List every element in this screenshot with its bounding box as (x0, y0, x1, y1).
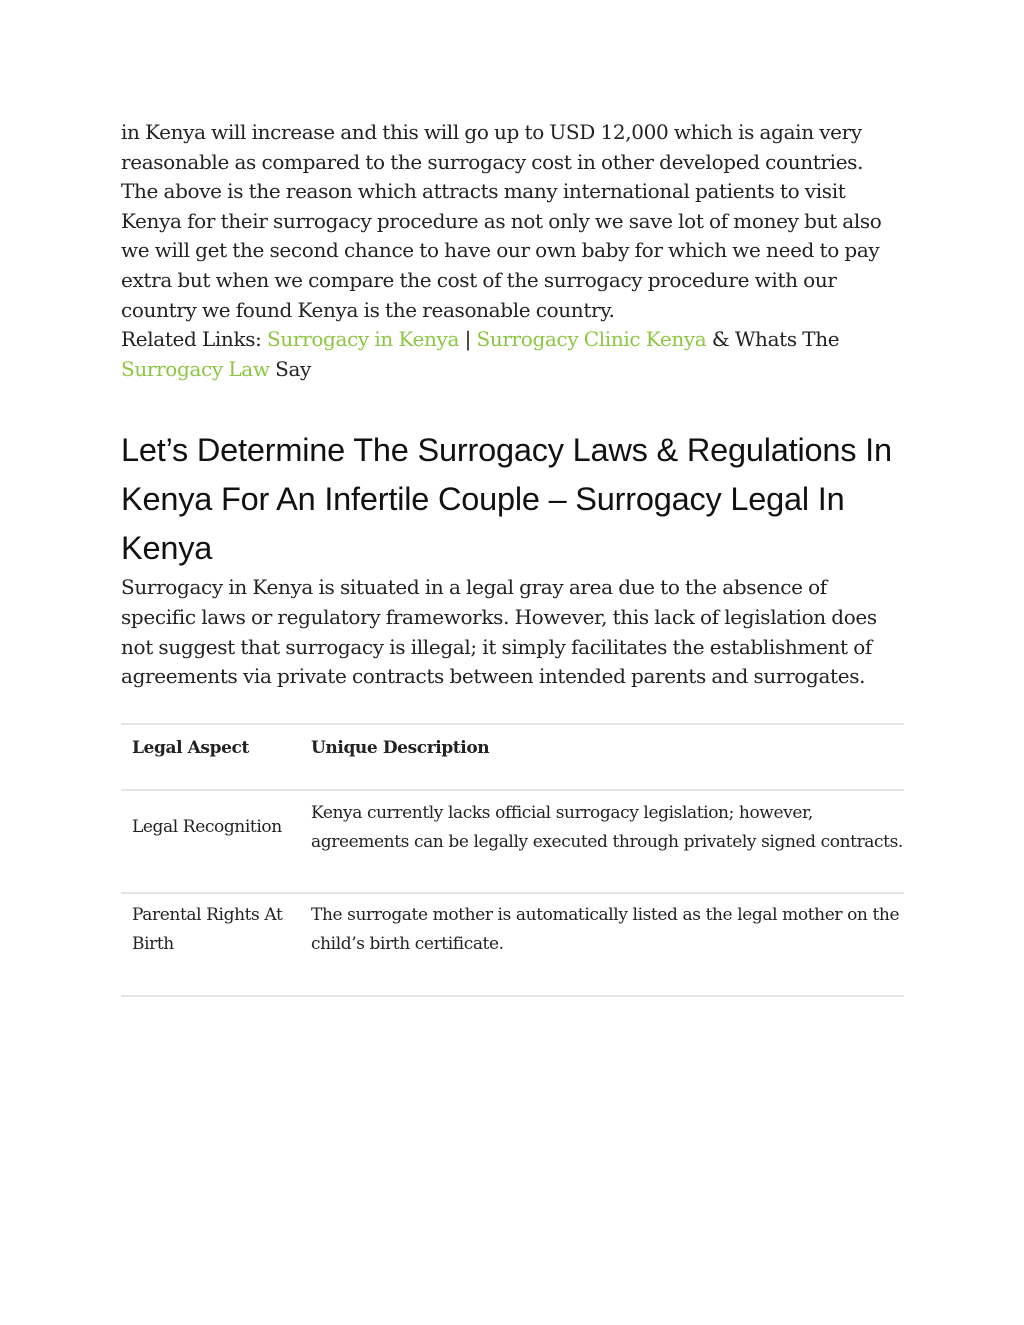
table-cell-aspect: Parental Rights At Birth (121, 893, 311, 996)
table-row (121, 893, 904, 996)
table-cell-description: Kenya currently lacks official surrogacy legislation; however, agreements can be legally executed through privately signed contracts. (311, 790, 904, 893)
intro-paragraph: Surrogacy in Kenya is situated in a legal gray area due to the absence of specific laws or regulatory frameworks. However, this lack of legislation does not suggest that surrogacy is illegal; it simply facilitates the establishment of agreements via private contracts between intended parents and surrogates. (121, 575, 877, 689)
article-body (121, 118, 904, 997)
table-header-legal-aspect: Legal Aspect (121, 724, 311, 790)
related-links-suffix: Say (269, 356, 311, 381)
related-links-separator: | (459, 327, 477, 352)
link-surrogacy-in-kenya[interactable]: Surrogacy in Kenya (267, 327, 460, 352)
table-cell-description: The surrogate mother is automatically listed as the legal mother on the child’s birth certificate. (311, 893, 904, 996)
table-header-row (121, 724, 904, 790)
link-surrogacy-clinic-kenya[interactable]: Surrogacy Clinic Kenya (476, 327, 707, 352)
section-heading: Let’s Determine The Surrogacy Laws & Regulations In Kenya For An Infertile Couple – Surrogacy Legal In Kenya (121, 432, 892, 567)
table-cell-aspect: Legal Recognition (121, 790, 311, 893)
related-links (121, 325, 904, 384)
table-row (121, 790, 904, 893)
related-links-middle: & Whats The (706, 327, 840, 352)
table-header-unique-description: Unique Description (311, 724, 904, 790)
link-surrogacy-law[interactable]: Surrogacy Law (121, 356, 270, 381)
reason-paragraph: The above is the reason which attracts many international patients to visit Kenya for their surrogacy procedure as not only we save lot of money but also we will get the second chance to have our own baby for which we need to pay extra but when we compare the cost of the surrogacy procedure with our country we found Kenya is the reasonable country. (121, 179, 882, 322)
related-links-prefix: Related Links: (121, 327, 268, 352)
cost-paragraph: in Kenya will increase and this will go up to USD 12,000 which is again very reasonable as compared to the surrogacy cost in other developed countries. (121, 120, 864, 174)
legal-aspects-table (121, 723, 904, 997)
